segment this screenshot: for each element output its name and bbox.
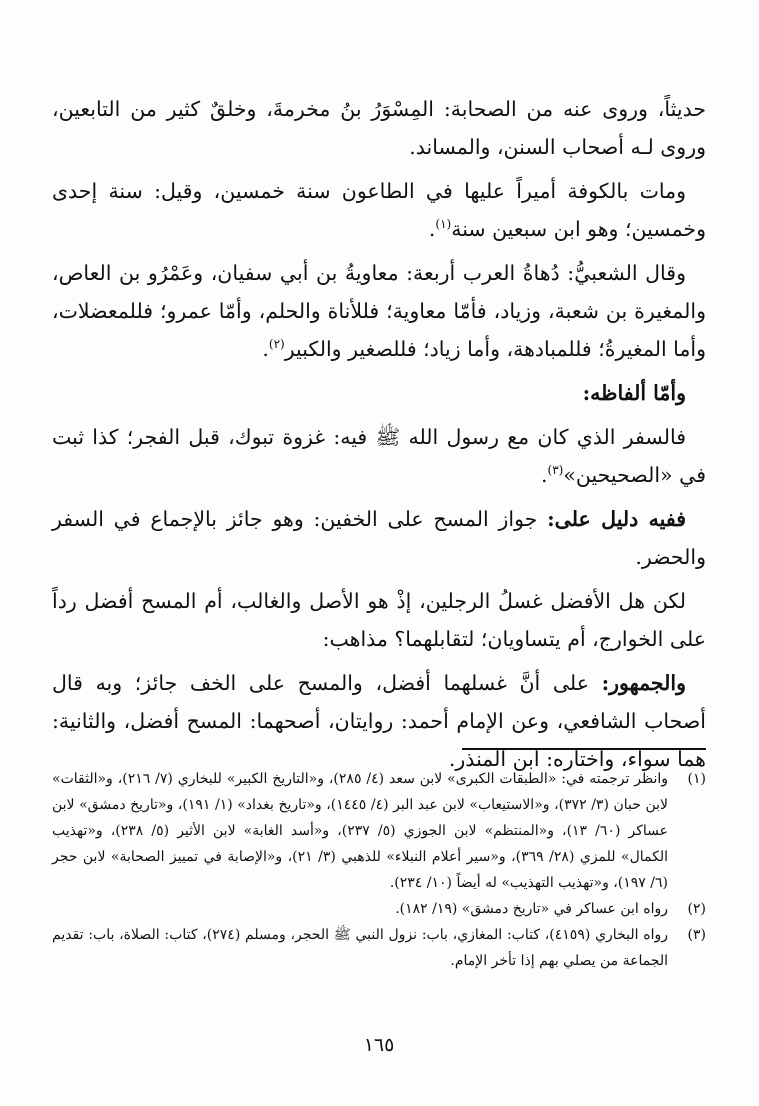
main-text xyxy=(52,90,706,784)
paragraph-6-text: لكن هل الأفضل غسلُ الرجلين، إذْ هو الأصل والغالب، أم المسح أفضل رداً على الخوارج، أم يتساويان؛ لتقابلهما؟ مذاهب: xyxy=(52,589,706,651)
footnote-2 xyxy=(52,896,706,922)
footnote-ref-3[interactable]: (٣) xyxy=(547,463,564,478)
paragraph-1 xyxy=(52,90,706,166)
footnote-3-number: (٣) xyxy=(687,927,706,943)
paragraph-3 xyxy=(52,254,706,368)
footnote-ref-2[interactable]: (٢) xyxy=(268,337,285,352)
paragraph-7 xyxy=(52,664,706,778)
paragraph-4-text: فالسفر الذي كان مع رسول الله ﷺ فيه: غزوة تبوك، قبل الفجر؛ كذا ثبت في «الصحيحين» xyxy=(52,425,706,487)
footnote-ref-1[interactable]: (١) xyxy=(435,217,452,232)
footnote-3-text: رواه البخاري (٤١٥٩)، كتاب: المغازي، باب: نزول النبي ﷺ الحجر، ومسلم (٢٧٤)، كتاب: الصلاة، باب: تقديم الجماعة من يصلي بهم إذا تأخر الإمام. xyxy=(52,927,669,969)
footnote-1-text: وانظر ترجمته في: «الطبقات الكبرى» لابن سعد (٤/ ٢٨٥)، و«التاريخ الكبير» للبخاري (٧/ ٢١٦)، و«الثقات» لابن حبان (٣/ ٣٧٢)، و«الاستيعاب» لابن عبد البر (٤/ ١٤٤٥)، و«تاريخ بغداد» (١/ ١٩١)، و«تاريخ دمشق» لابن عساكر (٦٠/ ١٣)، و«المنتظم» لابن الجوزي (٥/ ٢٣٧)، و«أسد الغابة» لابن الأثير (٥/ ٢٣٨)، و«تهذيب الكمال» للمزي (٢٨/ ٣٦٩)، و«سير أعلام النبلاء» للذهبي (٣/ ٢١)، و«الإصابة في تمييز الصحابة» لابن حجر (٦/ ١٩٧)، و«تهذيب التهذيب» له أيضاً (١٠/ ٢٣٤). xyxy=(52,771,669,891)
paragraph-6 xyxy=(52,582,706,658)
footnote-separator xyxy=(462,748,706,750)
paragraph-4-end: . xyxy=(540,463,548,487)
footnote-2-text: رواه ابن عساكر في «تاريخ دمشق» (١٩/ ١٨٢). xyxy=(395,901,668,917)
paragraph-2-end: . xyxy=(428,217,436,241)
book-page xyxy=(52,72,706,1082)
paragraph-2-text: ومات بالكوفة أميراً عليها في الطاعون سنة خمسين، وقيل: سنة إحدى وخمسين؛ وهو ابن سبعين سنة xyxy=(52,179,706,241)
footnote-1 xyxy=(52,766,706,896)
paragraph-3-text: وقال الشعبيُّ: دُهاةُ العرب أربعة: معاويةُ بن أبي سفيان، وعَمْرُو بن العاص، والمغيرة بن شعبة، وزياد، فأمّا معاوية؛ فللأناة والحلم، وأمّا عمرو؛ فللمعضلات، وأما المغيرةُ؛ فللمبادهة، وأما زياد؛ فللصغير والكبير xyxy=(52,261,706,361)
section-heading: وأمّا ألفاظه: xyxy=(582,381,686,405)
paragraph-1-text: حديثاً، وروى عنه من الصحابة: المِسْوَرُ بنُ مخرمةَ، وخلقٌ كثير من التابعين، وروى لـه أصحاب السنن، والمساند. xyxy=(52,97,706,159)
footnotes xyxy=(52,766,706,974)
footnote-2-number: (٢) xyxy=(687,901,706,917)
paragraph-7-lead: والجمهور: xyxy=(601,671,686,695)
paragraph-2 xyxy=(52,172,706,248)
paragraph-5 xyxy=(52,500,706,576)
paragraph-5-lead: ففيه دليل على: xyxy=(547,507,686,531)
footnote-1-number: (١) xyxy=(687,771,706,787)
paragraph-4 xyxy=(52,418,706,494)
paragraph-5-text: جواز المسح على الخفين: وهو جائز بالإجماع في السفر والحضر. xyxy=(52,507,706,569)
paragraph-3-end: . xyxy=(262,337,269,361)
page-number: ١٦٥ xyxy=(363,1034,395,1056)
paragraph-7-text: على أنَّ غسلهما أفضل، والمسح على الخف جائز؛ وبه قال أصحاب الشافعي، وعن الإمام أحمد: روايتان، أصحهما: المسح أفضل، والثانية: هما سواء، واختاره: ابن المنذر. xyxy=(52,671,706,771)
footnote-3 xyxy=(52,922,706,974)
